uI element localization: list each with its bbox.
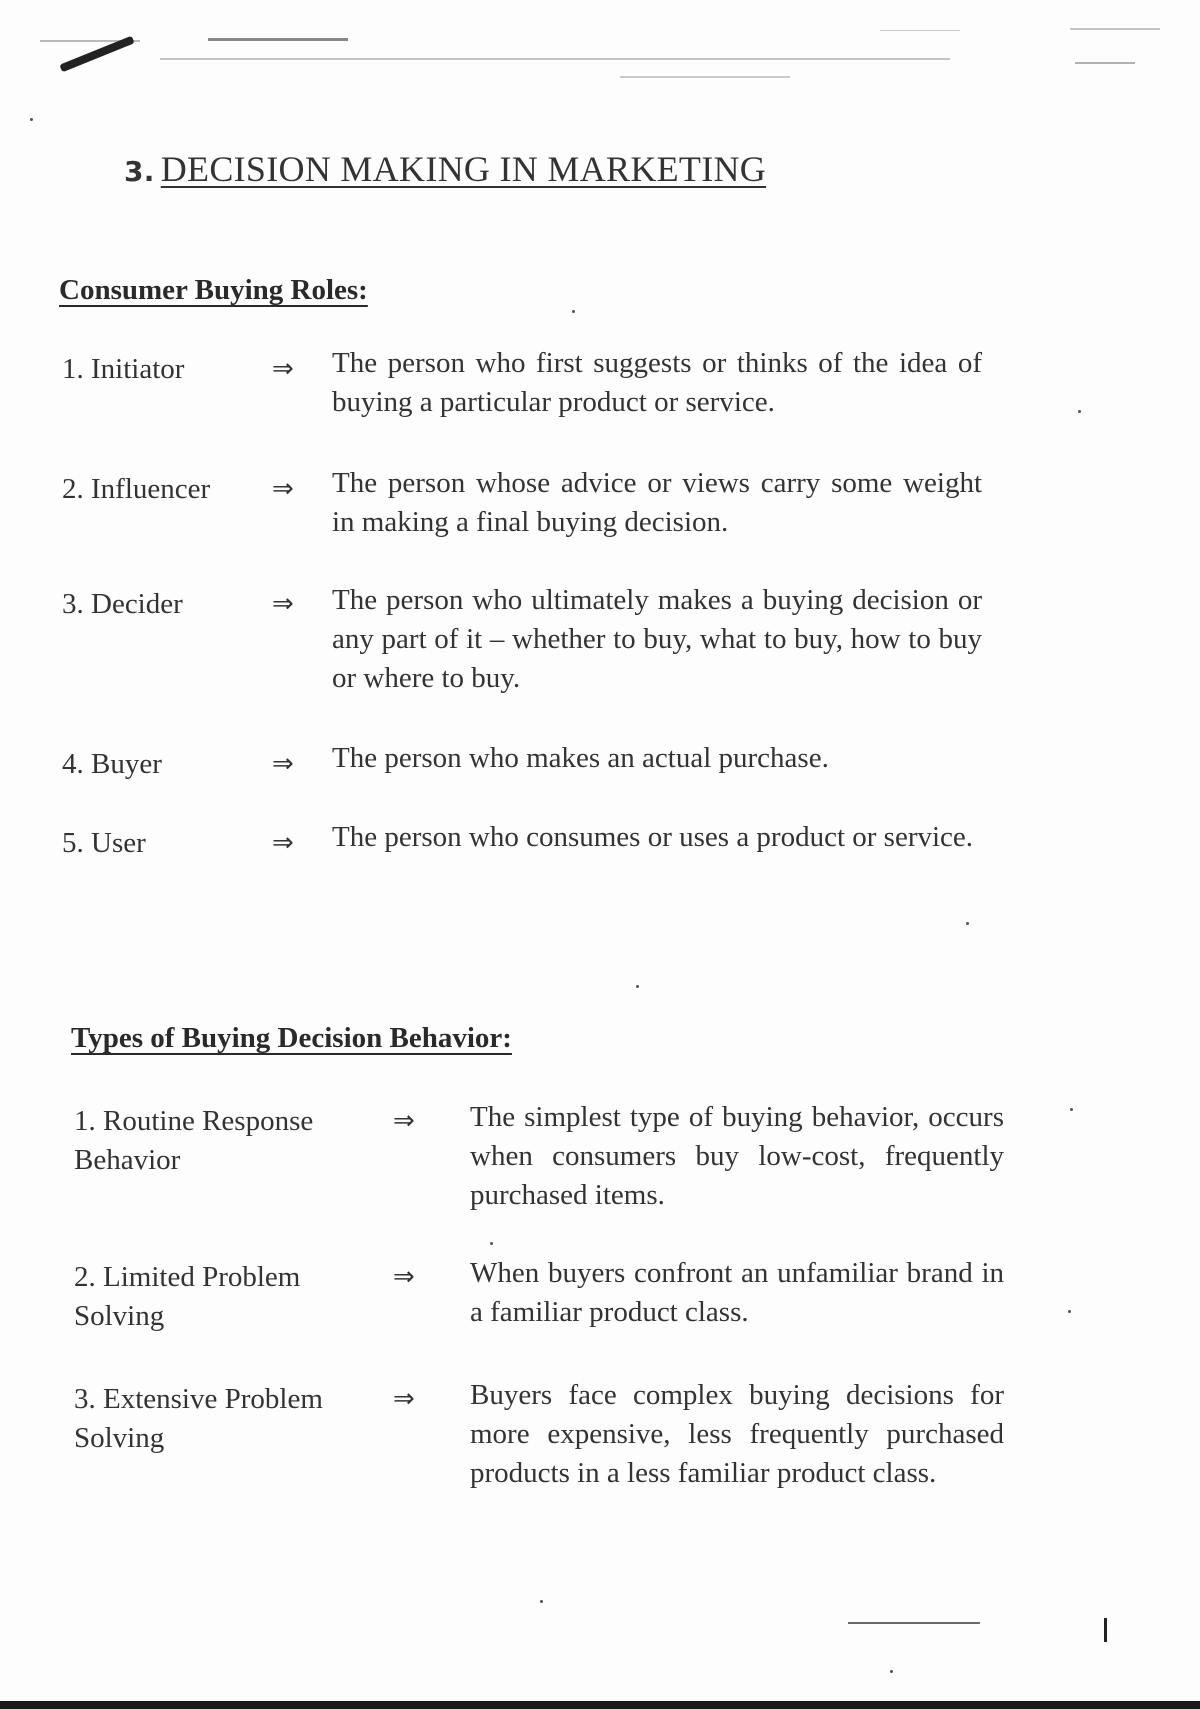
scan-artifact-line <box>1075 62 1135 64</box>
implies-arrow-icon: ⇒ <box>393 1106 415 1136</box>
speck <box>572 310 575 313</box>
scan-artifact-line <box>880 30 960 31</box>
consumer-roles-heading: Consumer Buying Roles: <box>59 274 368 306</box>
behavior-description: Buyers face complex buying decisions for more expensive, less frequently purchased products in a less familiar product class. <box>470 1379 1004 1489</box>
page-edge <box>0 1701 1200 1709</box>
decision-behavior-heading: Types of Buying Decision Behavior: <box>71 1022 512 1054</box>
implies-arrow-icon: ⇒ <box>272 354 294 384</box>
implies-arrow-icon: ⇒ <box>272 828 294 858</box>
role-description: The person who makes an actual purchase. <box>332 742 829 774</box>
behavior-term: 3. Extensive Problem Solving <box>74 1383 323 1454</box>
role-term: 3. Decider <box>62 588 183 620</box>
section-title: DECISION MAKING IN MARKETING <box>160 149 767 189</box>
role-term: 5. User <box>62 827 146 859</box>
role-description: The person who first suggests or thinks of the idea of buying a particular product or service. <box>332 347 982 418</box>
implies-arrow-icon: ⇒ <box>393 1262 415 1292</box>
behavior-term: 2. Limited Problem Solving <box>74 1261 301 1332</box>
behavior-term: 1. Routine Response Behavior <box>74 1105 314 1176</box>
footer-rule <box>848 1622 980 1624</box>
role-description: The person who ultimately makes a buying decision or any part of it – whether to buy, what to buy, how to buy or where to buy. <box>332 584 982 694</box>
behavior-description: When buyers confront an unfamiliar brand in a familiar product class. <box>470 1257 1004 1328</box>
speck <box>890 1670 893 1673</box>
margin-mark <box>1104 1618 1107 1642</box>
speck <box>966 922 969 925</box>
implies-arrow-icon: ⇒ <box>393 1384 415 1414</box>
implies-arrow-icon: ⇒ <box>272 474 294 504</box>
role-term: 1. Initiator <box>62 353 185 385</box>
speck <box>636 985 639 988</box>
behavior-description: The simplest type of buying behavior, occurs when consumers buy low-cost, frequently purchased items. <box>470 1101 1004 1211</box>
role-description: The person whose advice or views carry some weight in making a final buying decision. <box>332 467 982 538</box>
page-title <box>124 148 766 190</box>
implies-arrow-icon: ⇒ <box>272 749 294 779</box>
speck <box>1078 410 1081 413</box>
scan-artifact-line <box>160 58 950 60</box>
speck <box>30 118 33 121</box>
speck <box>540 1600 543 1603</box>
scan-artifact-line <box>1070 28 1160 30</box>
role-term: 4. Buyer <box>62 748 162 780</box>
role-description: The person who consumes or uses a product or service. <box>332 821 974 853</box>
implies-arrow-icon: ⇒ <box>272 589 294 619</box>
scan-artifact-line <box>620 76 790 78</box>
speck <box>490 1242 493 1245</box>
section-number: 3. <box>124 155 155 188</box>
speck <box>1070 1108 1073 1111</box>
speck <box>1068 1310 1071 1313</box>
role-term: 2. Influencer <box>62 473 211 505</box>
scan-artifact-line <box>208 38 348 41</box>
